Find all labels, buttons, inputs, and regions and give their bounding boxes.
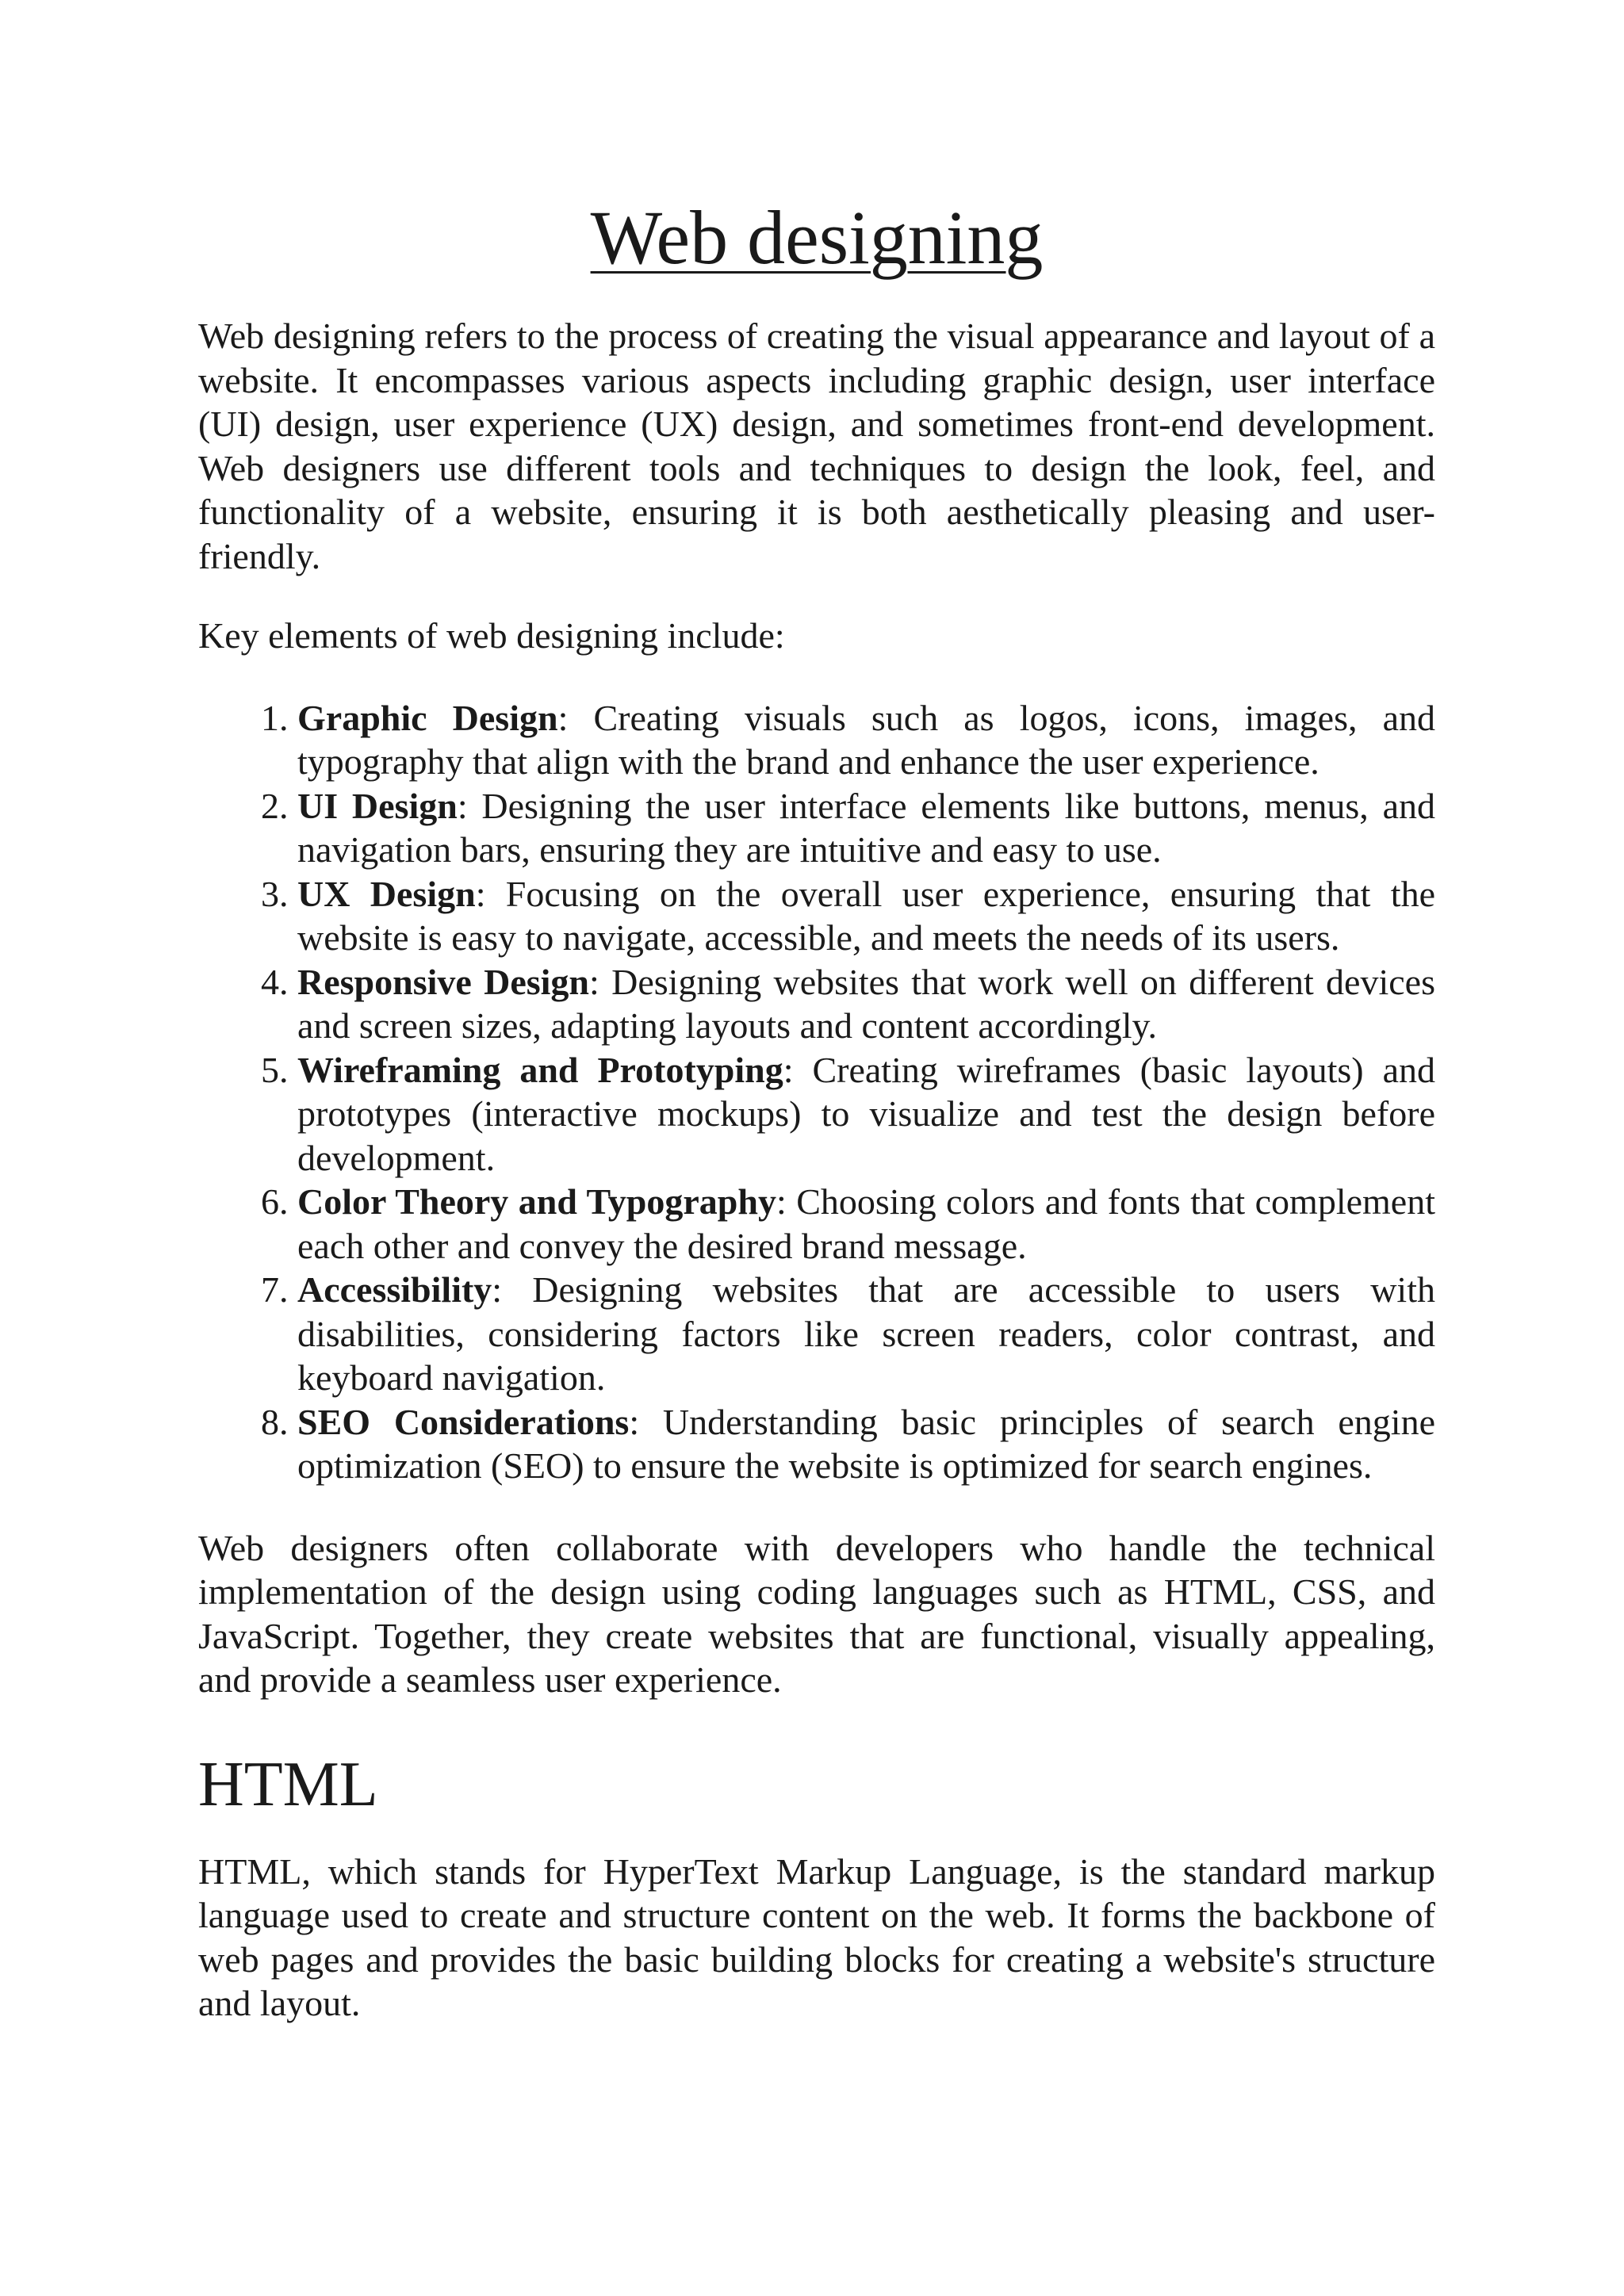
list-item-description: : Choosing colors and fonts that complement each other and convey the desired brand message. <box>297 1181 1436 1266</box>
list-item <box>297 696 1435 784</box>
list-item-description: : Designing websites that are accessible to users with disabilities, considering factors like screen readers, color contrast, and keyboard navigation. <box>297 1269 1435 1398</box>
list-item-term: Accessibility <box>297 1269 492 1310</box>
document-content <box>198 195 1436 2026</box>
list-item-description: : Understanding basic principles of search engine optimization (SEO) to ensure the website is optimized for search engines. <box>297 1401 1435 1486</box>
list-item-term: SEO Considerations <box>297 1401 630 1442</box>
list-item <box>297 1048 1435 1181</box>
key-elements-list <box>198 696 1435 1488</box>
list-item-term: UX Design <box>297 873 476 914</box>
intro-paragraph: Web designing refers to the process of creating the visual appearance and layout of a website. It encompasses various aspects including graphic design, user interface (UI) design, user experience (UX) design, and sometimes front-end development. Web designers use different tools and techniques to design the look, feel, and functionality of a website, ensuring it is both aesthetically pleasing and user-friendly. <box>198 316 1435 576</box>
page-title: Web designing <box>590 195 1044 280</box>
key-elements-intro: Key elements of web designing include: <box>198 615 785 656</box>
list-item-term: Responsive Design <box>297 961 590 1002</box>
outro-paragraph: Web designers often collaborate with developers who handle the technical implementation of the design using coding languages such as HTML, CSS, and JavaScript. Together, they create websites that are functional, visually appealing, and provide a seamless user experience. <box>198 1527 1435 1700</box>
list-item-description: : Designing the user interface elements like buttons, menus, and navigation bars, ensuring they are intuitive and easy to use. <box>297 785 1435 870</box>
list-item <box>297 960 1435 1048</box>
html-paragraph: HTML, which stands for HyperText Markup Language, is the standard markup language used to create and structure content on the web. It forms the backbone of web pages and provides the basic building blocks for creating a website's structure and layout. <box>198 1850 1435 2023</box>
list-item <box>297 1180 1435 1268</box>
list-item-description: : Creating visuals such as logos, icons, images, and typography that align with the brand and enhance the user experience. <box>297 697 1435 782</box>
list-item <box>297 872 1435 960</box>
list-item-term: UI Design <box>297 785 458 826</box>
list-item-term: Graphic Design <box>297 697 558 738</box>
list-item <box>297 784 1435 872</box>
list-item-description: : Creating wireframes (basic layouts) and prototypes (interactive mockups) to visualize and test the design before development. <box>297 1049 1435 1178</box>
list-item-term: Wireframing and Prototyping <box>297 1049 783 1090</box>
list-item-description: : Designing websites that work well on different devices and screen sizes, adapting layouts and content accordingly. <box>297 961 1435 1046</box>
list-item-description: : Focusing on the overall user experience, ensuring that the website is easy to navigate, accessible, and meets the needs of its users. <box>297 873 1435 958</box>
list-item <box>297 1400 1435 1488</box>
section-heading-html: HTML <box>198 1749 378 1820</box>
list-item-term: Color Theory and Typography <box>297 1181 776 1222</box>
list-item <box>297 1268 1435 1400</box>
